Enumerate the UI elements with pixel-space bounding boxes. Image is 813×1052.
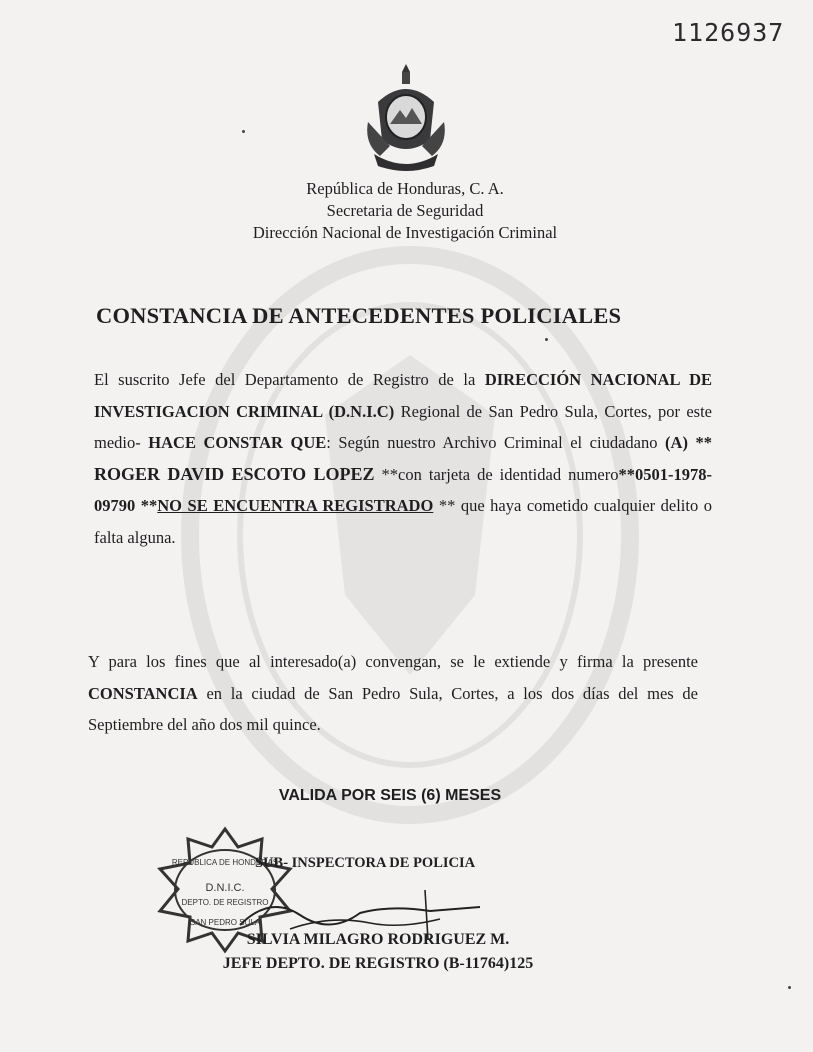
validity-notice: VALIDA POR SEIS (6) MESES (278, 787, 502, 804)
coat-of-arms-icon (360, 62, 452, 172)
document-title: CONSTANCIA DE ANTECEDENTES POLICIALES (96, 303, 622, 328)
gender-marker: (A) ** (665, 433, 712, 452)
header-line-country: República de Honduras, C. A. (306, 179, 504, 198)
p1-text-2: Regional de San Pedro Sula, Cortes, por este medio- (94, 401, 712, 452)
agency-name: DIRECCIÓN NACIONAL DE INVESTIGACION CRIMINAL (D.N.I.C) (94, 370, 712, 421)
signer-title: JEFE DEPTO. DE REGISTRO (B-11764)125 (222, 955, 534, 972)
p2-text-2: en la ciudad de San Pedro Sula, Cortes, a los dos días del mes de Septiembre del año dos mil quince. (88, 683, 698, 734)
seal-top-text: REPUBLICA DE HONDURAS (171, 858, 279, 867)
seal-mid2-text: DEPTO. DE REGISTRO (181, 898, 269, 907)
signer-name: SILVIA MILAGRO RODRIGUEZ M. (246, 931, 510, 948)
constancia-word: CONSTANCIA (88, 683, 198, 703)
paper-speck (242, 130, 245, 133)
p1-text-5: ** que haya cometido cualquier delito o falta alguna. (94, 496, 712, 547)
citizen-name: ROGER DAVID ESCOTO LOPEZ (94, 463, 375, 484)
id-number: **0501-1978-09790 ** (94, 464, 712, 515)
header-line-directorate: Dirección Nacional de Investigación Criminal (252, 223, 558, 242)
signer-block (198, 928, 558, 976)
paper-speck (545, 338, 548, 341)
header-line-secretariat: Secretaria de Seguridad (326, 201, 484, 220)
p2-text-1: Y para los fines que al interesado(a) convengan, se le extiende y firma la presente (88, 652, 698, 671)
document-number: 1126937 (672, 18, 785, 47)
hace-constar: HACE CONSTAR QUE (148, 433, 327, 452)
document-header (200, 178, 610, 244)
sub-inspector-title: SUB- INSPECTORA DE POLICIA (255, 855, 476, 871)
seal-bottom-text: SAN PEDRO SULA (189, 918, 261, 927)
issuance-paragraph (88, 646, 698, 741)
paper-speck (788, 986, 791, 989)
p1-text-3: : Según nuestro Archivo Criminal el ciudadano (326, 433, 666, 452)
not-registered-status: NO SE ENCUENTRA REGISTRADO (157, 496, 434, 515)
p1-text-1: El suscrito Jefe del Departamento de Registro de la (94, 370, 485, 389)
seal-mid1-text: D.N.I.C. (205, 882, 245, 894)
certification-paragraph (94, 364, 712, 553)
p1-text-4: **con tarjeta de identidad numero (374, 464, 619, 484)
